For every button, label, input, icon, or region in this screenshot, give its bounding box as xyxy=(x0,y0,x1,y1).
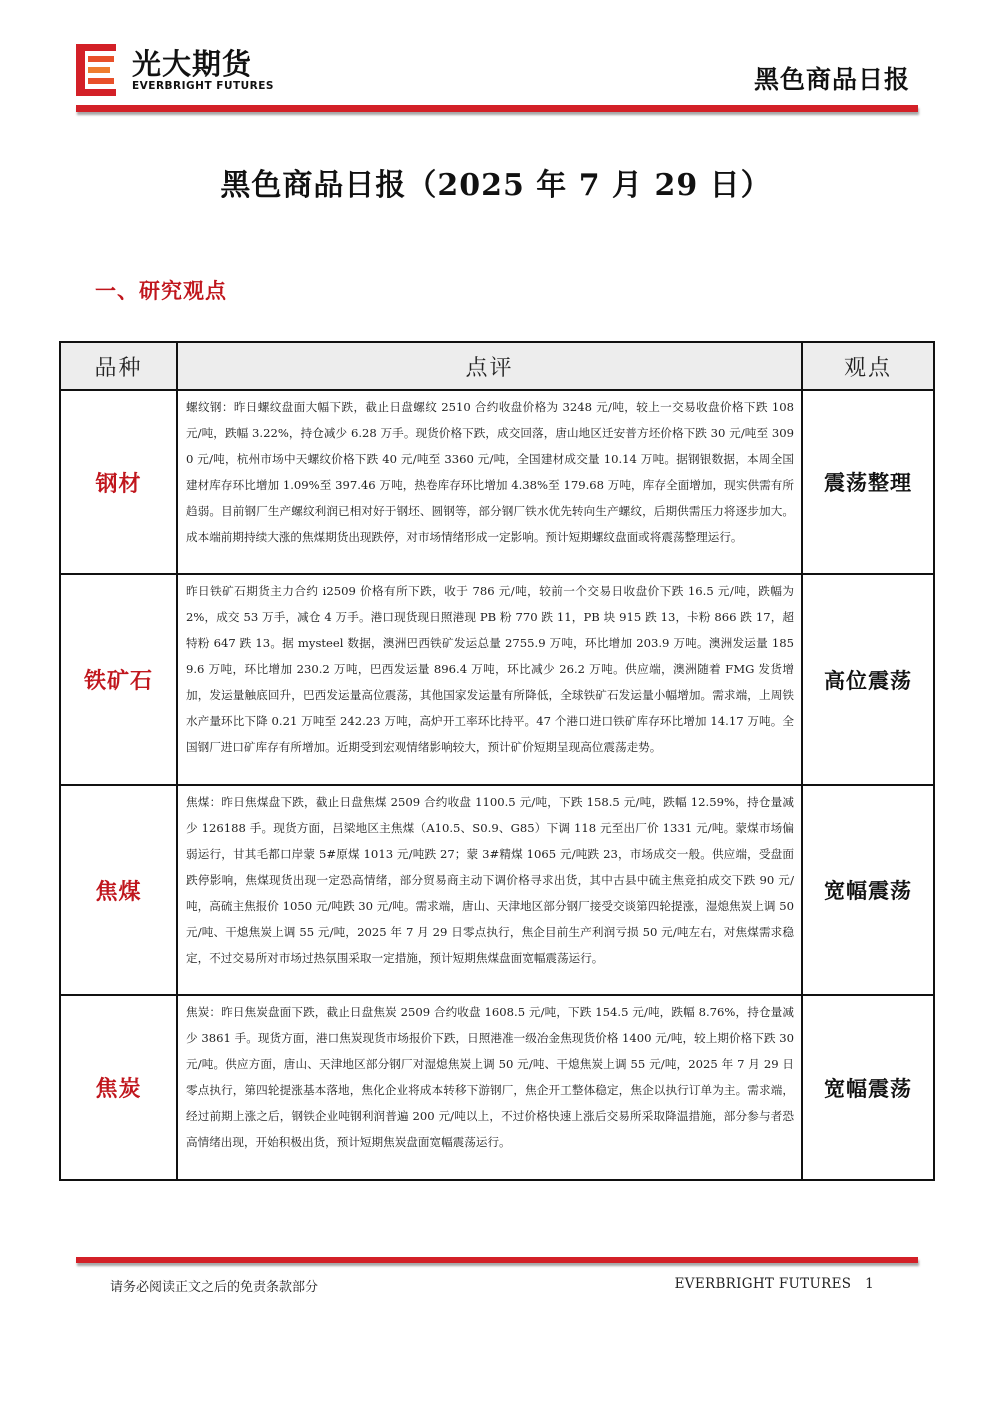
footer-divider xyxy=(76,1257,918,1263)
row-variety: 焦炭 xyxy=(60,995,177,1180)
row-view: 宽幅震荡 xyxy=(802,785,934,995)
row-view: 震荡整理 xyxy=(802,390,934,574)
table-header-row xyxy=(60,342,934,390)
footer-brand-page xyxy=(675,1276,874,1292)
everbright-logo-icon xyxy=(76,44,118,96)
header-report-type: 黑色商品日报 xyxy=(753,65,910,94)
header-divider xyxy=(76,105,918,112)
row-comment: 昨日铁矿石期货主力合约 i2509 价格有所下跌，收于 786 元/吨，较前一个交易日收盘价下跌 16.5 元/吨，跌幅为 2%，成交 53 万手，减仓 4 万手。港口现货现日照港现 PB 粉 770 跌 11，PB 块 915 跌 13，卡粉 866 跌 17，超特粉 647 跌 13。据 mysteel 数据，澳洲巴西铁矿发运总量 2755.9 万吨，环比增加 203.9 万吨。澳洲发运量 1859.6 万吨，环比增加 230.2 万吨，巴西发运量 896.4 万吨，环比减少 26.2 万吨。供应端，澳洲随着 FMG 发货增加，发运量触底回升，巴西发运量高位震荡，其他国家发运量有所降低，全球铁矿石发运量小幅增加。需求端，上周铁水产量环比下降 0.21 万吨至 242.23 万吨，高炉开工率环比持平。47 个港口进口铁矿库存环比增加 14.17 万吨。全国钢厂进口矿库存有所增加。近期受到宏观情绪影响较大，预计矿价短期呈现高位震荡走势。 xyxy=(177,574,802,785)
page-number: 1 xyxy=(865,1276,874,1292)
company-logo xyxy=(76,40,306,102)
row-variety: 钢材 xyxy=(60,390,177,574)
footer-disclaimer: 请务必阅读正文之后的免责条款部分 xyxy=(110,1280,319,1295)
table-row xyxy=(60,785,934,995)
row-comment: 焦炭：昨日焦炭盘面下跌，截止日盘焦炭 2509 合约收盘 1608.5 元/吨，下跌 154.5 元/吨，跌幅 8.76%，持仓量减少 3861 手。现货方面，港口焦炭现货市场报价下跌，日照港准一级冶金焦现货价格 1400 元/吨，较上期价格下跌 30 元/吨。供应方面，唐山、天津地区部分钢厂对湿熄焦炭上调 50 元/吨、干熄焦炭上调 55 元/吨，2025 年 7 月 29 日零点执行，第四轮提涨基本落地，焦化企业将成本转移下游钢厂，焦企开工整体稳定，焦企以执行订单为主。需求端，经过前期上涨之后，钢铁企业吨钢利润普遍 200 元/吨以上，不过价格快速上涨后交易所采取降温措施，部分参与者恐高情绪出现，开始积极出货，预计短期焦炭盘面宽幅震荡运行。 xyxy=(177,995,802,1180)
header-variety: 品种 xyxy=(60,342,177,390)
row-variety: 焦煤 xyxy=(60,785,177,995)
table-row xyxy=(60,995,934,1180)
research-view-table xyxy=(59,341,935,1181)
logo-english-name: EVERBRIGHT FUTURES xyxy=(132,80,274,92)
row-variety: 铁矿石 xyxy=(60,574,177,785)
header-comment: 点评 xyxy=(177,342,802,390)
section-heading: 一、研究观点 xyxy=(95,278,227,303)
row-comment: 螺纹钢：昨日螺纹盘面大幅下跌，截止日盘螺纹 2510 合约收盘价格为 3248 元/吨，较上一交易收盘价格下跌 108 元/吨，跌幅 3.22%，持仓减少 6.28 万手。现货价格下跌，成交回落，唐山地区迁安普方坯价格下跌 30 元/吨至 3090 元/吨，杭州市场中天螺纹价格下跌 40 元/吨至 3360 元/吨，全国建材成交量 10.14 万吨。据钢银数据，本周全国建材库存环比增加 1.09%至 397.46 万吨，热卷库存环比增加 4.38%至 179.68 万吨，库存全面增加，现实供需有所趋弱。目前钢厂生产螺纹利润已相对好于钢坯、圆钢等，部分钢厂铁水优先转向生产螺纹，后期供需压力将逐步加大。成本端前期持续大涨的焦煤期货出现跌停，对市场情绪形成一定影响。预计短期螺纹盘面或将震荡整理运行。 xyxy=(177,390,802,574)
document-title: 黑色商品日报（2025 年 7 月 29 日） xyxy=(220,168,772,203)
logo-chinese-name: 光大期货 xyxy=(132,47,253,81)
row-comment: 焦煤：昨日焦煤盘下跌，截止日盘焦煤 2509 合约收盘 1100.5 元/吨，下跌 158.5 元/吨，跌幅 12.59%，持仓量减少 126188 手。现货方面，吕梁地区主焦煤（A10.5、S0.9、G85）下调 118 元至出厂价 1331 元/吨。蒙煤市场偏弱运行，甘其毛都口岸蒙 5#原煤 1013 元/吨跌 27；蒙 3#精煤 1065 元/吨跌 23，市场成交一般。供应端，受盘面跌停影响，焦煤现货出现一定恐高情绪，部分贸易商主动下调价格寻求出货，其中古县中硫主焦竞拍成交下跌 90 元/吨，高硫主焦报价 1050 元/吨跌 30 元/吨。需求端，唐山、天津地区部分钢厂接受交谈第四轮提涨，湿熄焦炭上调 50 元/吨、干熄焦炭上调 55 元/吨，2025 年 7 月 29 日零点执行，焦企目前生产利润亏损 50 元/吨左右，对焦煤需求稳定，不过交易所对市场过热氛围采取一定措施，预计短期焦煤盘面宽幅震荡运行。 xyxy=(177,785,802,995)
footer-brand: EVERBRIGHT FUTURES xyxy=(674,1276,852,1292)
row-view: 宽幅震荡 xyxy=(802,995,934,1180)
table-row xyxy=(60,574,934,785)
header-view: 观点 xyxy=(802,342,934,390)
table-row xyxy=(60,390,934,574)
row-view: 高位震荡 xyxy=(802,574,934,785)
